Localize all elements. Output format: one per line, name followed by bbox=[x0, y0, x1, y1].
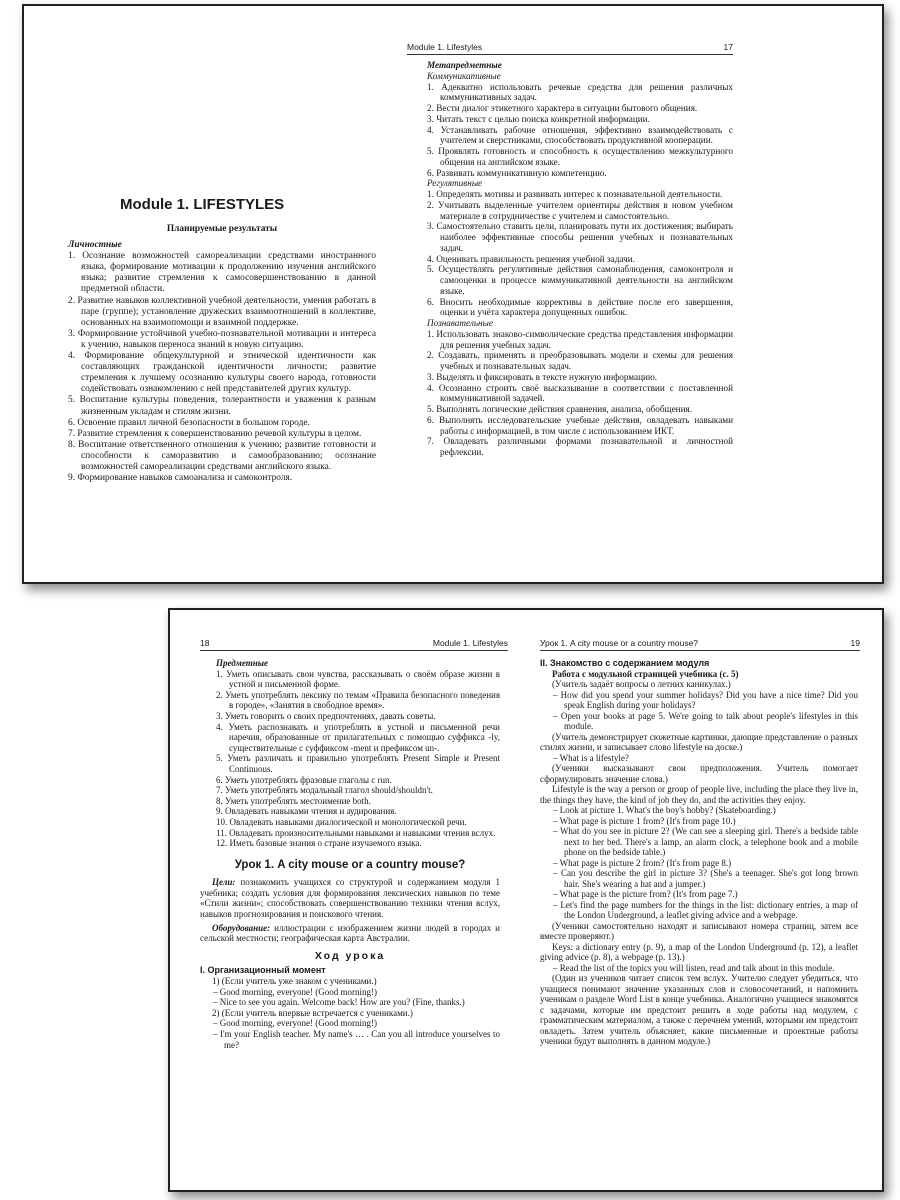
list-item: 6. Развивать коммуникативную компетенцию. bbox=[427, 167, 607, 178]
page-number: 19 bbox=[850, 638, 860, 648]
list-item: 1. Уметь описывать свои чувства, рассказывать о своём образе жизни в устной и письменной форме. bbox=[216, 668, 500, 690]
page19-column bbox=[540, 658, 858, 1047]
script-line: – Look at picture 1. What's the boy's hobby? (Skateboarding.) bbox=[553, 805, 776, 815]
list-item: 2. Учитывать выделенные учителем ориентиры действия в новом учебном материале в сотрудничестве с учителем и самостоятельно. bbox=[427, 199, 733, 221]
list-item: 6. Выполнять исследовательские учебные действия, овладевать навыками работы с информацией, в том числе с использованием ИКТ. bbox=[427, 414, 733, 436]
list-item: 2. Развитие навыков коллективной учебной деятельности, умения работать в паре (группе); установление дружеских взаимоотношений в коллективе, основанных на взаимопомощи и взаимной поддержке. bbox=[68, 295, 376, 328]
script-line: – Open your books at page 5. We're going to talk about people's lifestyles in this module. bbox=[553, 710, 858, 731]
section2-title: II. Знакомство с содержанием модуля bbox=[540, 658, 710, 668]
list-item: 3. Формирование устойчивой учебно-познавательной мотивации и интереса к учению, навыков переноса знаний в новую ситуацию. bbox=[68, 328, 376, 350]
script-line: – Can you describe the girl in picture 3? (She's a teenager. She's got long brown hair. She's wearing a hat and a jumper.) bbox=[553, 868, 858, 889]
book-spread-bottom bbox=[168, 608, 884, 1192]
script-line: Keys: a dictionary entry (p. 9), a map of the London Underground (p. 12), a leaflet giving advice (p. 8), a webpage (p. 13).) bbox=[540, 941, 858, 962]
section2-subheading: Работа с модульной страницей учебника (с. 5) bbox=[552, 668, 739, 679]
list-item: 6. Вносить необходимые коррективы в действие после его завершения, оценки и учёта характера допущенных ошибок. bbox=[427, 296, 733, 318]
list-item: 3. Самостоятельно ставить цели, планировать пути их достижения; выбирать наиболее эффективные способы решения учебных и познавательных задач. bbox=[427, 221, 733, 253]
list-item: 3. Читать текст с целью поиска конкретной информации. bbox=[427, 113, 650, 124]
list-item: 9. Овладевать навыками чтения и аудирования. bbox=[216, 806, 397, 817]
list-item: 10. Овладевать навыками диалогической и монологической речи. bbox=[216, 816, 467, 827]
script-line: 1) (Если учитель уже знаком с учениками.) bbox=[212, 976, 377, 987]
script-line: Lifestyle is the way a person or group of people live, including the place they live in, the things they have, the kind of job they do, and the activities they enjoy. bbox=[540, 784, 858, 805]
list-item: 7. Развитие стремления к совершенствованию речевой культуры в целом. bbox=[68, 428, 362, 439]
list-item: 2. Уметь употреблять лексику по темам «Правила безопасного поведения в городе», «Занятия в свободное время». bbox=[216, 689, 500, 711]
list-item: 11. Овладевать произносительными навыками и навыками чтения вслух. bbox=[216, 827, 496, 838]
list-item: 5. Осуществлять регулятивные действия самонаблюдения, самоконтроля и самооценки в процессе коммуникативной деятельности на английском языке. bbox=[427, 264, 733, 296]
reg-heading: Регулятивные bbox=[427, 178, 483, 189]
cog-list bbox=[427, 329, 733, 458]
list-item: 3. Уметь говорить о своих предпочтениях, давать советы. bbox=[216, 710, 436, 721]
running-title: Module 1. Lifestyles bbox=[407, 42, 483, 52]
list-item: 5. Уметь различать и правильно употреблять Present Simple и Present Continuous. bbox=[216, 753, 500, 774]
equipment-label: Оборудование: bbox=[212, 922, 271, 933]
script-line: – How did you spend your summer holidays? Did you have a nice time? Did you speak English during your holidays? bbox=[553, 689, 858, 710]
list-item: 12. Иметь базовые знания о стране изучаемого языка. bbox=[216, 838, 422, 849]
script-line: – Nice to see you again. Welcome back! How are you? (Fine, thanks.) bbox=[213, 997, 465, 1008]
reg-list bbox=[427, 189, 733, 318]
list-item: 6. Уметь употреблять фразовые глаголы с run. bbox=[216, 774, 392, 785]
page-16 bbox=[24, 6, 453, 582]
meta-heading: Метапредметные bbox=[427, 60, 502, 70]
script-line: – What page is picture 2 from? (It's from page 8.) bbox=[553, 857, 732, 868]
script-line: – I'm your English teacher. My name's … . Can you all introduce yourselves to me? bbox=[213, 1029, 500, 1050]
lesson-title: Урок 1. A city mouse or a country mouse? bbox=[234, 858, 466, 871]
comm-list bbox=[427, 82, 733, 179]
personal-list bbox=[68, 251, 376, 484]
script-line: – What page is the picture from? (It's from page 7.) bbox=[553, 889, 738, 899]
equipment-text: иллюстрации с изображением жизни людей в городах и сельской местности; географическая карта Австралии. bbox=[200, 922, 501, 944]
list-item: 4. Уметь распознавать и употреблять в устной и письменной речи наречия, образованные от прилагательных с помощью суффикса -ly, существительные с суффиксом -ment и префиксом un-. bbox=[216, 721, 500, 753]
list-item: 4. Оценивать правильность решения учебной задачи. bbox=[427, 253, 635, 264]
running-title: Урок 1. A city mouse or a country mouse? bbox=[540, 638, 699, 648]
script-line: – What do you see in picture 2? (We can see a sleeping girl. There's a bedside table next to her bed. There's a lamp, an alarm clock, a telephone book and a mobile phone on the bedside table.) bbox=[553, 826, 858, 857]
list-item: 9. Формирование навыков самоанализа и самоконтроля. bbox=[68, 473, 293, 484]
page-19 bbox=[526, 610, 882, 1190]
meta-results-column bbox=[427, 60, 733, 458]
list-item: 1. Осознание возможностей самореализации средствами иностранного языка, формирование мотивации к продолжению изучения английского языка; развитие стремления к самосовершенствованию в данной предметной области. bbox=[68, 251, 376, 295]
running-title: Module 1. Lifestyles bbox=[432, 638, 508, 648]
script-line: (Учитель задаёт вопросы о летних каникулах.) bbox=[552, 679, 731, 689]
list-item: 8. Уметь употреблять местоимение both. bbox=[216, 795, 371, 806]
list-item: 7. Уметь употреблять модальный глагол should/shouldn't. bbox=[216, 785, 433, 796]
book-spread-top bbox=[22, 4, 884, 584]
script-line: – Let's find the page numbers for the things in the list: dictionary entries, a map of the London Underground, a leaflet giving advice and a webpage. bbox=[553, 899, 858, 920]
list-item: 2. Создавать, применять и преобразовывать модели и схемы для решения учебных и познавательных задач. bbox=[427, 350, 733, 371]
lesson-equipment bbox=[200, 923, 500, 944]
list-item: 4. Формирование общекультурной и этнической идентичности как составляющих гражданской идентичности личности; развитие стремления к лучшему осознанию культуры своего народа, готовности содействовать ознакомлению с ней представителей других культур. bbox=[68, 351, 376, 395]
page-number: 18 bbox=[200, 638, 210, 648]
list-item: 7. Овладевать различными формами познавательной и личностной рефлексии. bbox=[427, 436, 733, 457]
script-line: (Один из учеников читает список тем вслух. Учителю следует убедиться, что учащиеся понимают значение указанных слов и словосочетаний, и напомнить ученикам о разделе Word List в конце учебника. Аналогично учащиеся знакомятся с задачами, которые им предстоит решить в ходе работы над модулем, с грамматическим материалом, а также с перечнем умений, которыми им предстоит овладеть. Затем учитель объясняет, какие письменные и проектные работы ученики будут выполнять в данном модуле.) bbox=[540, 973, 858, 1046]
list-item: 6. Освоение правил личной безопасности в большом городе. bbox=[68, 417, 310, 428]
comm-heading: Коммуникативные bbox=[427, 70, 501, 81]
subject-heading: Предметные bbox=[216, 658, 269, 668]
list-item: 4. Осознанно строить своё высказывание в соответствии с поставленной коммуникативной задачей. bbox=[427, 382, 733, 404]
script-line: (Учитель демонстрирует сюжетные картинки, дающие представление о разных стилях жизни, и записывает слово lifestyle на доске.) bbox=[540, 731, 858, 752]
script-line: – What page is picture 1 from? (It's from page 10.) bbox=[553, 815, 736, 826]
list-item: 1. Использовать знаково-символические средства представления информации для решения учебных задач. bbox=[427, 328, 733, 350]
list-item: 3. Выделять и фиксировать в тексте нужную информацию. bbox=[427, 371, 658, 382]
list-item: 1. Определять мотивы и развивать интерес к познавательной деятельности. bbox=[427, 189, 723, 199]
script-line: 2) (Если учитель впервые встречается с учениками.) bbox=[212, 1007, 413, 1018]
page-17 bbox=[407, 6, 882, 582]
personal-results-column bbox=[68, 224, 376, 484]
script-line: – Good morning, everyone! (Good morning!) bbox=[213, 986, 377, 997]
page-number: 17 bbox=[723, 42, 733, 52]
page-18 bbox=[170, 610, 526, 1190]
script-line: (Ученики высказывают свои предположения. Учитель помогает сформулировать значение слова.) bbox=[540, 763, 858, 784]
lesson-flow-heading: Ход урока bbox=[314, 949, 386, 962]
list-item: 8. Воспитание ответственного отношения к учению; развитие готовности и способности к саморазвитию и самообразованию; осознание возможностей самореализации средствами английского языка. bbox=[68, 439, 376, 472]
planned-results-heading: Планируемые результаты bbox=[166, 224, 278, 234]
list-item: 1. Адекватно использовать речевые средства для решения различных коммуникативных задач. bbox=[427, 81, 733, 103]
list-item: 5. Проявлять готовность и способность к осуществлению межкультурного общения на английском языке. bbox=[427, 146, 733, 167]
cog-heading: Познавательные bbox=[427, 318, 493, 328]
personal-heading: Личностные bbox=[68, 240, 122, 251]
script-line: – Good morning, everyone! (Good morning!) bbox=[213, 1018, 377, 1029]
script-line: – Read the list of the topics you will listen, read and talk about in this module. bbox=[553, 962, 835, 973]
script-line: – What is a lifestyle? bbox=[553, 752, 629, 763]
page18-column bbox=[200, 658, 500, 1050]
goals-text: познакомить учащихся со структурой и содержанием модуля 1 учебника; создать условия для формирования лексических навыков по теме «Стили жизни»; способствовать совершенствованию техники чтения вслух, навыков прогнозирования и поискового чтения. bbox=[200, 877, 500, 920]
section1-title: I. Организационный момент bbox=[200, 965, 326, 976]
goals-label: Цели: bbox=[212, 877, 236, 888]
page-header bbox=[407, 42, 733, 55]
script-line: (Ученики самостоятельно находят и записывают номера страниц, затем все вместе проверяют.) bbox=[540, 920, 858, 941]
list-item: 2. Вести диалог этикетного характера в ситуации бытового общения. bbox=[427, 103, 698, 113]
list-item: 5. Выполнять логические действия сравнения, анализа, обобщения. bbox=[427, 404, 693, 414]
list-item: 5. Воспитание культуры поведения, толерантности и уважения к разным жизненным укладам и стилям жизни. bbox=[68, 395, 376, 417]
subject-list bbox=[200, 669, 500, 849]
lesson-goals bbox=[200, 877, 500, 919]
page-header bbox=[200, 638, 508, 651]
module-title: Module 1. LIFESTYLES bbox=[120, 196, 285, 213]
page-header bbox=[540, 638, 860, 651]
list-item: 4. Устанавливать рабочие отношения, эффективно взаимодействовать с учителем и сверстниками, способствовать продуктивной кооперации. bbox=[427, 124, 733, 146]
